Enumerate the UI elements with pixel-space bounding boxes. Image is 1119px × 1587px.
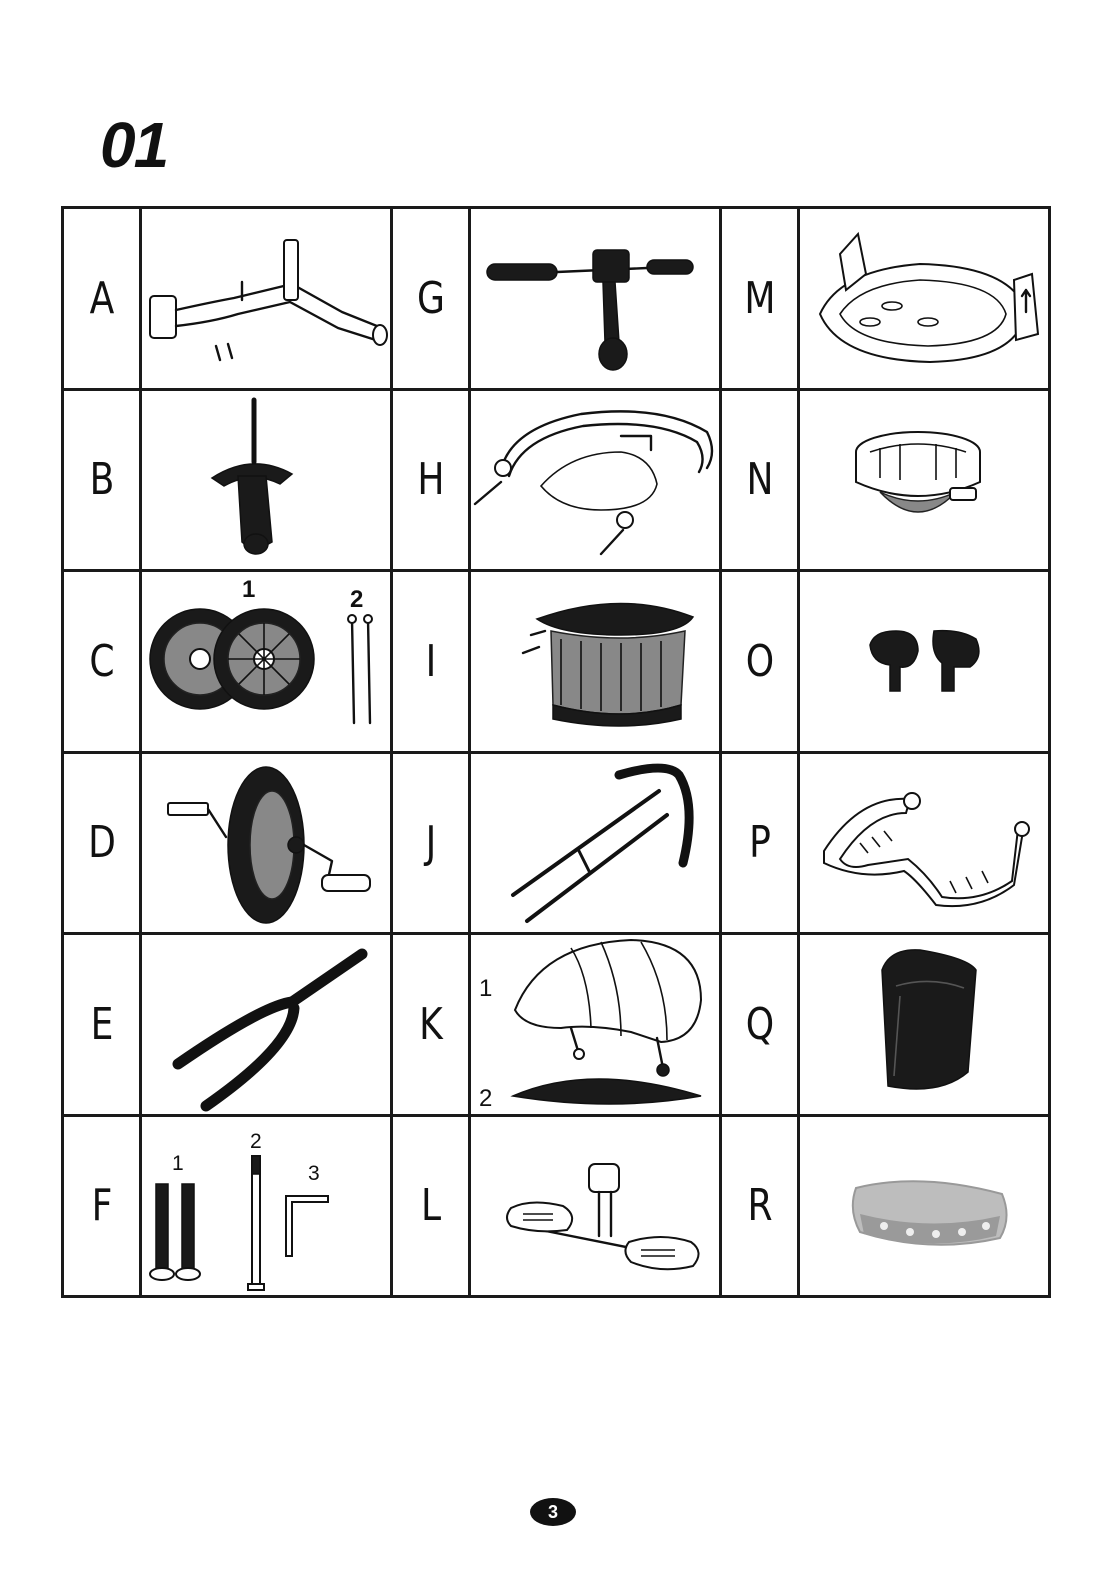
table-row (63, 752, 1050, 934)
part-image-cell (799, 752, 1050, 934)
part-image-cell (141, 1115, 392, 1297)
footrest-icon (471, 1118, 719, 1294)
part-image-cell (141, 934, 392, 1116)
part-letter: R (728, 1115, 792, 1297)
table-row (63, 389, 1050, 571)
part-letter: N (728, 389, 792, 571)
frame-icon (142, 210, 390, 386)
part-image-cell (799, 1115, 1050, 1297)
part-letter: E (70, 934, 134, 1116)
seat-frame-icon (471, 392, 719, 568)
label-2: 2 (350, 586, 364, 614)
part-image-cell (141, 389, 392, 571)
part-letter: I (399, 571, 463, 753)
part-letter: B (70, 389, 134, 571)
part-image-cell (470, 752, 721, 934)
part-image-cell (470, 389, 721, 571)
part-letter: F (70, 1115, 134, 1297)
rear-wheels-icon (142, 573, 390, 749)
swivel-base-icon (800, 392, 1048, 568)
part-image-cell (470, 934, 721, 1116)
rear-axle-fork-icon (142, 936, 390, 1112)
basket-icon (471, 573, 719, 749)
label-2: 2 (250, 1129, 262, 1153)
front-wheel-pedal-icon (142, 755, 390, 931)
part-letter: Q (728, 934, 792, 1116)
part-image-cell (470, 571, 721, 753)
part-image-cell (141, 752, 392, 934)
light-icon (800, 1118, 1048, 1294)
clips-icon (800, 573, 1048, 749)
label-2: 2 (479, 1085, 493, 1113)
part-letter: M (728, 208, 792, 390)
part-letter: L (399, 1115, 463, 1297)
part-letter: H (399, 389, 463, 571)
handlebar-icon (471, 210, 719, 386)
table-row (63, 208, 1050, 390)
canopy-icon (471, 936, 719, 1112)
label-1: 1 (242, 576, 256, 604)
table-row (63, 934, 1050, 1116)
part-letter: C (70, 571, 134, 753)
part-letter: A (70, 208, 134, 390)
part-letter: O (728, 571, 792, 753)
table-row (63, 1115, 1050, 1297)
page-number: 3 (530, 1498, 576, 1526)
part-image-cell (470, 208, 721, 390)
label-1: 1 (479, 975, 493, 1003)
part-image-cell (799, 389, 1050, 571)
part-image-cell (141, 208, 392, 390)
push-handle-icon (471, 755, 719, 931)
front-fork-icon (142, 392, 390, 568)
part-image-cell (799, 571, 1050, 753)
label-3: 3 (308, 1161, 320, 1185)
screws-tools-icon (142, 1118, 390, 1294)
part-letter: P (728, 752, 792, 934)
part-image-cell (141, 571, 392, 753)
seat-icon (800, 210, 1048, 386)
section-heading: 01 (100, 109, 168, 181)
part-letter: K (399, 934, 463, 1116)
part-letter: D (70, 752, 134, 934)
armrest-icon (800, 755, 1048, 931)
part-image-cell (799, 208, 1050, 390)
parts-table (61, 206, 1051, 1298)
part-letter: G (399, 208, 463, 390)
storage-bag-icon (800, 936, 1048, 1112)
table-row (63, 571, 1050, 753)
part-image-cell (799, 934, 1050, 1116)
part-image-cell (470, 1115, 721, 1297)
part-letter: J (399, 752, 463, 934)
label-1: 1 (172, 1151, 184, 1175)
